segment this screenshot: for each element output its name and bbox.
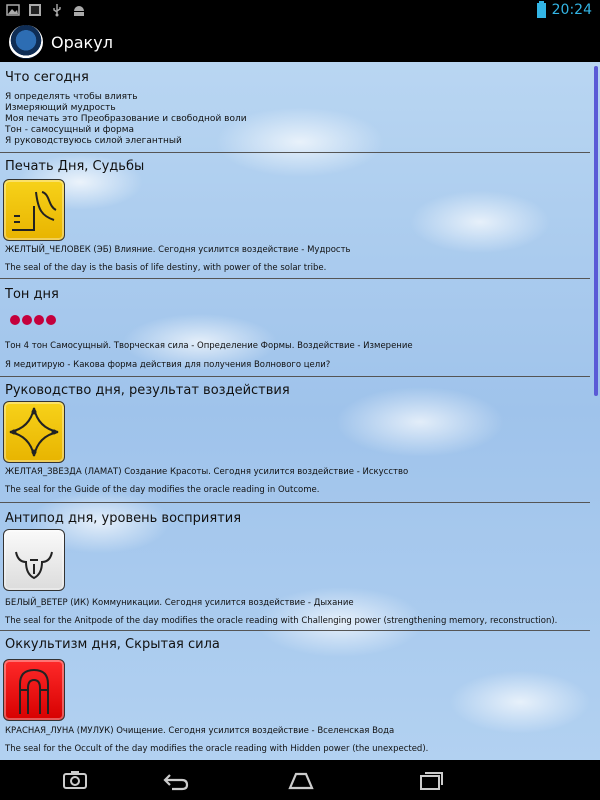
section-title: Что сегодня [5,70,89,85]
section-title: Руководство дня, результат воздействия [5,383,290,398]
tone-line-1: Тон 4 тон Самосущный. Творческая сила - Определение Формы. Воздействие - Измерение [5,341,413,351]
occult-line-1: КРАСНАЯ_ЛУНА (МУЛУК) Очищение. Сегодня усилится воздействие - Вселенская Вода [5,726,395,736]
section-antipode [0,503,590,631]
navigation-bar [0,760,600,800]
back-icon[interactable] [160,768,190,792]
screenshot-icon[interactable] [60,768,90,792]
section-today [0,62,590,153]
section-title: Печать Дня, Судьбы [5,159,145,174]
today-line: Моя печать это Преобразование и свободной воли [5,114,247,124]
antipode-line-2: The seal for the Anitpode of the day modifies the oracle reading with Challenging power (strengthening memory, reconstruction). [5,616,558,626]
tone-dot [34,315,44,325]
status-icons-left [6,3,86,17]
oracle-content[interactable] [0,62,600,760]
clock: 20:24 [551,2,592,18]
tone-dots [10,315,56,325]
guide-line-1: ЖЕЛТАЯ_ЗВЕЗДА (ЛАМАТ) Создание Красоты. Сегодня усилится воздействие - Искусство [5,467,409,477]
app-title: Оракул [51,32,113,52]
antipode-line-1: БЕЛЫЙ_ВЕТЕР (ИК) Коммуникации. Сегодня усилится воздействие - Дыхание [5,598,354,608]
image-icon [6,3,20,17]
occult-line-2: The seal for the Occult of the day modifies the oracle reading with Hidden power (the unexpected). [5,744,429,754]
yellow-human-glyph-icon[interactable] [3,179,65,241]
guide-line-2: The seal for the Guide of the day modifies the oracle reading in Outcome. [5,485,320,495]
section-occult [0,631,590,760]
app-logo-icon[interactable] [9,25,43,59]
home-icon[interactable] [286,768,316,792]
seal-line-1: ЖЕЛТЫЙ_ЧЕЛОВЕК (ЭБ) Влияние. Сегодня усилится воздействие - Мудрость [5,245,351,255]
white-wind-glyph-icon[interactable] [3,529,65,591]
battery-charging-icon [537,3,546,18]
today-line: Я определять чтобы влиять [5,92,138,102]
section-seal [0,153,590,279]
gallery-icon [28,3,42,17]
section-tone [0,279,590,377]
section-guide [0,377,590,503]
android-icon [72,3,86,17]
yellow-star-glyph-icon[interactable] [3,401,65,463]
tone-dot [22,315,32,325]
red-moon-glyph-icon[interactable] [3,659,65,721]
status-icons-right [537,2,592,18]
action-bar [0,22,600,62]
usb-icon [50,3,64,17]
status-bar [0,0,600,22]
section-title: Оккультизм дня, Скрытая сила [5,637,220,652]
recents-icon[interactable] [416,768,446,792]
tone-dot [10,315,20,325]
section-title: Тон дня [5,287,59,302]
seal-line-2: The seal of the day is the basis of life destiny, with power of the solar tribe. [5,263,327,273]
tone-dot [46,315,56,325]
today-line: Я руководствуюсь силой элегантный [5,136,182,146]
today-line: Измеряющий мудрость [5,103,116,113]
today-line: Тон - самосущный и форма [5,125,134,135]
tone-line-2: Я медитирую - Какова форма действия для получения Волнового цели? [5,360,331,370]
scroll-indicator[interactable] [594,66,598,396]
section-title: Антипод дня, уровень восприятия [5,511,242,526]
